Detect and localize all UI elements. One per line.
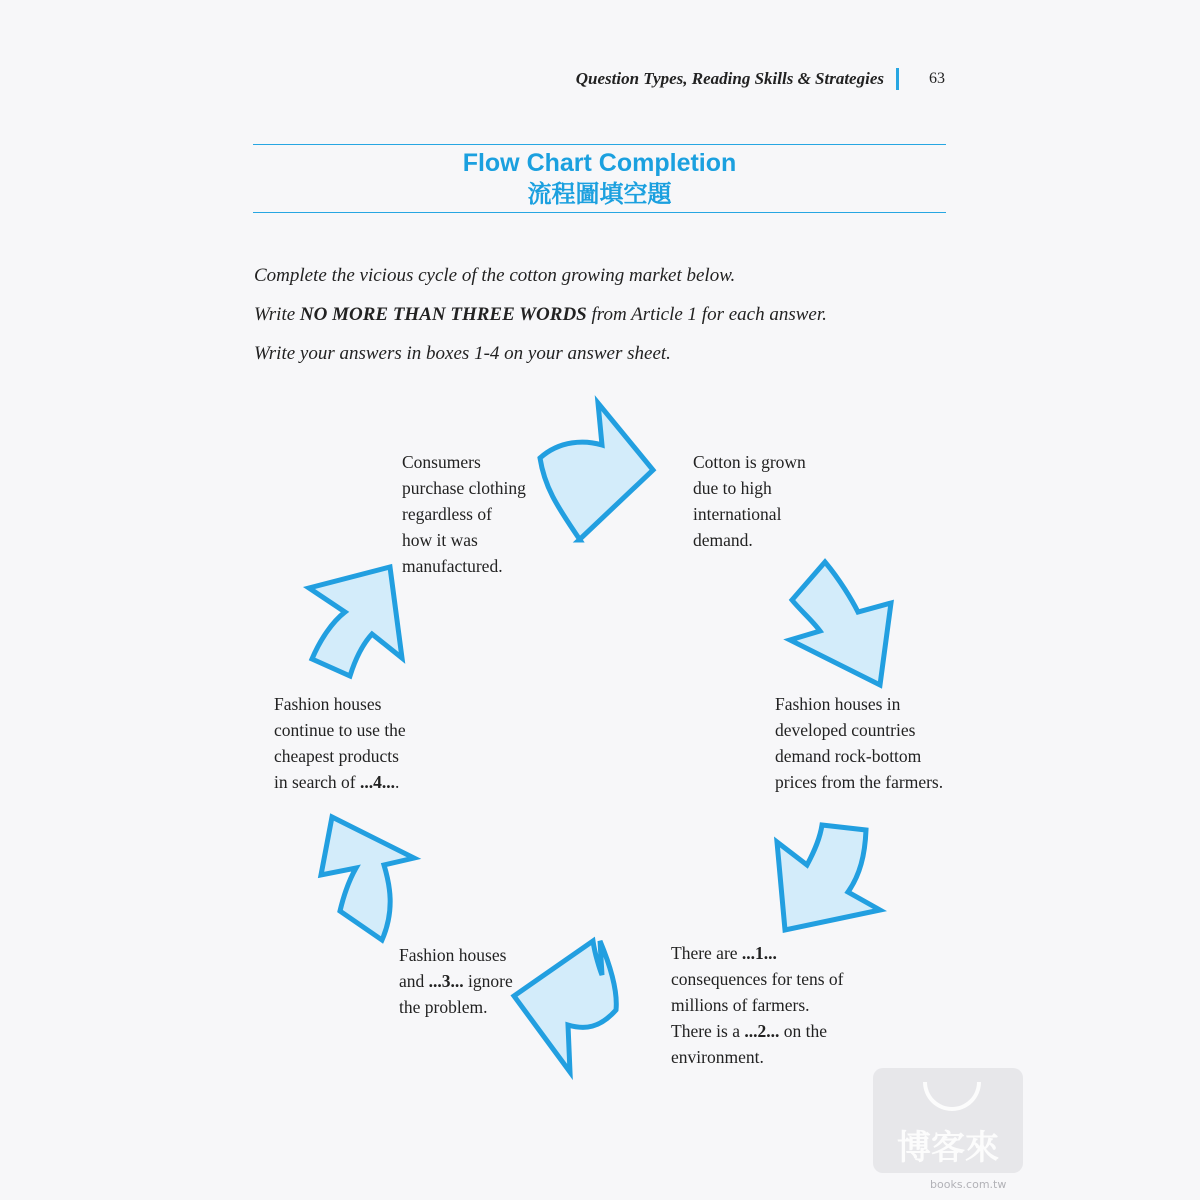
smile-icon: [923, 1082, 981, 1111]
section-title-english: Flow Chart Completion: [462, 149, 737, 177]
cycle-step-ignore-problem: Fashion houses and ...3... ignore the problem.: [399, 945, 513, 1017]
instruction-line-1: Complete the vicious cycle of the cotton growing market below.: [254, 265, 736, 286]
page-number: 63: [929, 70, 945, 87]
watermark-url: books.com.tw: [930, 1178, 1007, 1191]
cycle-arrow-down-left-icon: [777, 825, 880, 930]
running-title: Question Types, Reading Skills & Strategies: [575, 69, 884, 88]
instruction-line-3: Write your answers in boxes 1-4 on your answer sheet.: [254, 343, 671, 364]
cycle-arrow-down-right-icon: [790, 562, 891, 685]
section-title-chinese: 流程圖填空題: [527, 180, 672, 208]
cycle-step-rock-bottom-prices: Fashion houses in developed countries demand rock-bottom prices from the farmers.: [775, 694, 944, 792]
cycle-step-consumers: Consumers purchase clothing regardless of how it was manufactured.: [402, 452, 526, 576]
watermark-logo: [873, 1068, 1023, 1173]
cycle-step-cotton-grown: Cotton is grown due to high international demand.: [693, 452, 806, 550]
cycle-step-consequences: There are ...1... consequences for tens of millions of farmers. There is a ...2... on the environment.: [671, 943, 844, 1067]
blank-4: ...4...: [360, 772, 396, 792]
cycle-arrow-up-left-icon: [321, 817, 414, 940]
watermark-text: 博客來: [897, 1128, 999, 1168]
cycle-arrow-up-right-icon: [309, 567, 402, 676]
blank-3: ...3...: [428, 971, 464, 991]
word-limit: NO MORE THAN THREE WORDS: [299, 304, 587, 325]
instruction-line-2: Write NO MORE THAN THREE WORDS from Article 1 for each answer.: [254, 304, 827, 325]
blank-2: ...2...: [744, 1021, 780, 1041]
cycle-step-cheapest-products: Fashion houses continue to use the cheapest products in search of ...4....: [274, 694, 406, 792]
blank-1: ...1...: [741, 943, 777, 963]
